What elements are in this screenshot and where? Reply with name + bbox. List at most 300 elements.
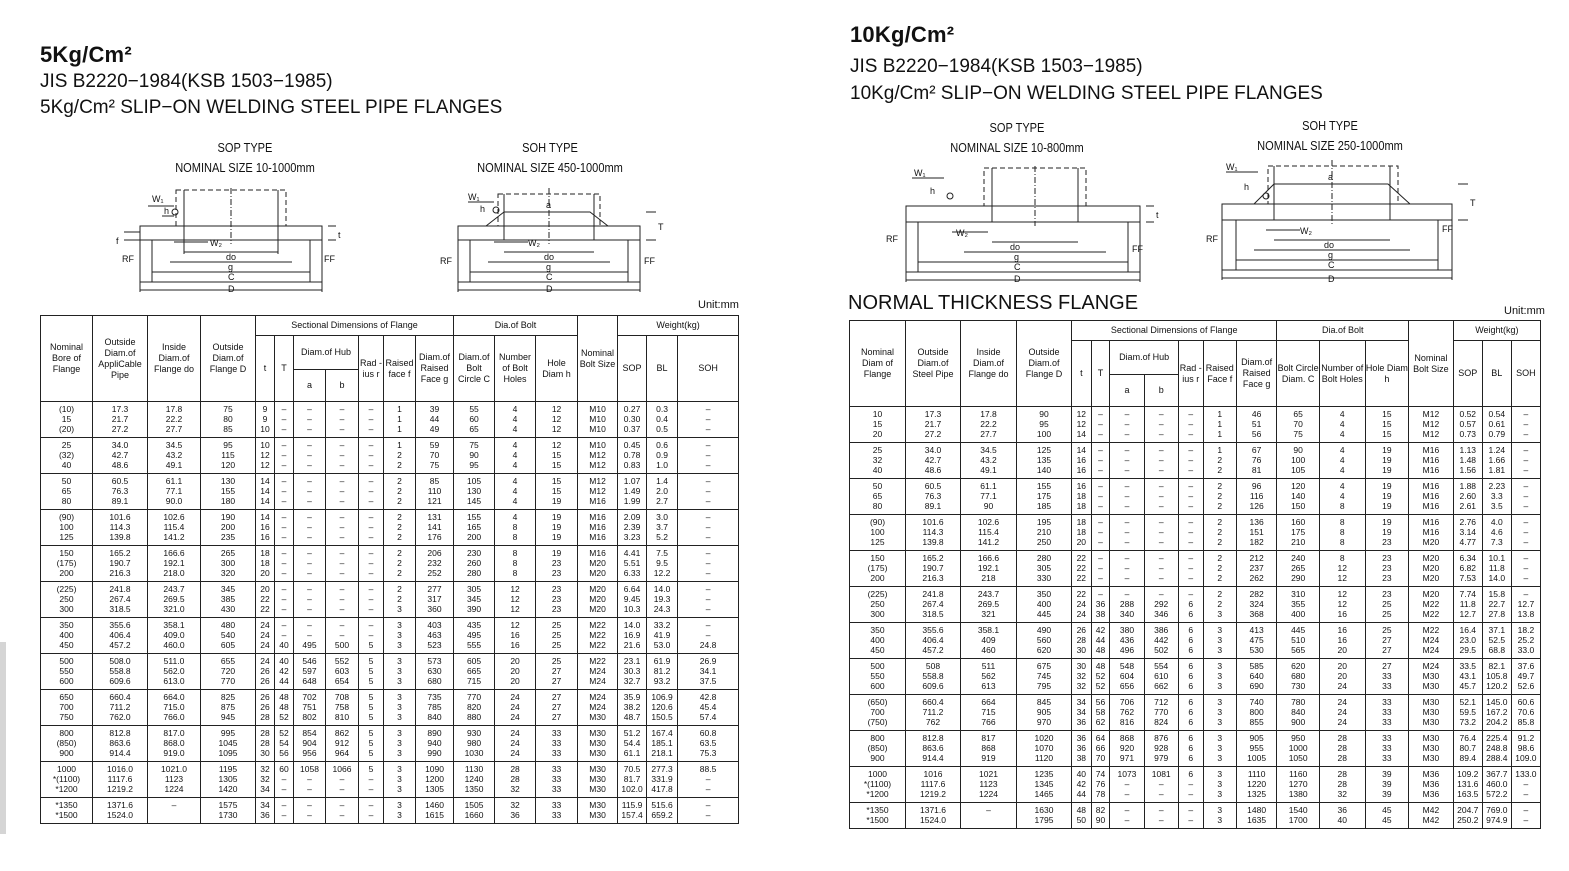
table-cell: 708 758 810	[326, 690, 359, 726]
table-row	[41, 690, 739, 726]
table-cell: – – –	[1511, 443, 1540, 479]
table-cell: 96 116 126	[1236, 479, 1277, 515]
diag-soh-a: a	[546, 200, 552, 210]
table-cell: 4 4 4	[495, 438, 536, 474]
table-cell: 106.9 120.6 150.5	[647, 690, 678, 726]
table-cell: 55 60 65	[454, 402, 495, 438]
table-cell: 101.6 114.3 139.8	[93, 510, 148, 546]
diag-r-do: do	[1010, 242, 1021, 252]
table-cell: 4 4 4	[495, 474, 536, 510]
table-cell: 195 210 250	[1017, 515, 1072, 551]
table-cell: 1000 *(1100) *1200	[41, 762, 93, 798]
table-cell: 24 24 24	[1319, 695, 1365, 731]
table-cell: 42.8 45.4 57.4	[678, 690, 739, 726]
table-cell: 16 18 18	[1071, 479, 1091, 515]
table-cell: 1021.0 1123 1224	[148, 762, 201, 798]
table-cell: – – 5	[359, 618, 384, 654]
table-cell: 0.45 0.78 0.83	[618, 438, 647, 474]
table-row	[41, 798, 739, 824]
table-cell: 36 36 38	[1071, 731, 1091, 767]
table-cell: 3 3 3	[384, 762, 416, 798]
table-cell: 24 24 24	[495, 690, 536, 726]
table-cell: – – –	[1511, 551, 1540, 587]
table-cell: 712 770 824	[1144, 695, 1178, 731]
table-cell: M16 M16 M16	[1409, 479, 1454, 515]
table-cell: – – –	[1091, 479, 1110, 515]
diag-h: h	[164, 206, 170, 216]
table-row	[41, 582, 739, 618]
table-cell: – – –	[678, 474, 739, 510]
table-cell: 548 604 656	[1110, 659, 1144, 695]
diag-soh-do: do	[544, 252, 555, 262]
table-cell: 511 562 613	[960, 659, 1016, 695]
table-cell: 60.5 76.3 89.1	[93, 474, 148, 510]
hdr-a: a	[294, 370, 326, 402]
table-cell: 1540 1700	[1277, 803, 1320, 829]
table-cell: – – –	[1511, 515, 1540, 551]
diag-r-d: D	[1014, 274, 1021, 284]
table-cell: 3 3 3	[1203, 731, 1236, 767]
table-cell: (225) 250 300	[41, 582, 93, 618]
table-cell: –	[148, 798, 201, 824]
table-cell: 605 665 715	[454, 654, 495, 690]
table-cell: 33 33	[536, 798, 578, 824]
table-cell: 511.0 562.0 613.0	[148, 654, 201, 690]
table-cell: 0.27 0.30 0.37	[618, 402, 647, 438]
table-cell: 435 495 555	[454, 618, 495, 654]
left-sop-type: SOP TYPE	[217, 140, 273, 155]
table-cell: – – –	[326, 546, 359, 582]
table-cell: 24 26 26	[256, 654, 275, 690]
table-cell: – – –	[678, 582, 739, 618]
table-cell: M20 M22 M22	[1409, 587, 1454, 623]
table-cell: 3 3 3	[1203, 695, 1236, 731]
edge-scrollbar[interactable]	[0, 642, 6, 834]
table-cell: 490 560 620	[1017, 623, 1072, 659]
hdr-sop: SOP	[618, 336, 647, 402]
table-cell: 136 151 182	[1236, 515, 1277, 551]
table-cell: 120 140 150	[1277, 479, 1320, 515]
table-cell: 22 22 22	[1071, 551, 1091, 587]
table-cell: 190 200 235	[201, 510, 256, 546]
table-cell: M30 M30 M30	[578, 726, 618, 762]
rhdr-raised: Raised Face f	[1203, 341, 1236, 407]
table-cell: – – –	[294, 474, 326, 510]
table-cell: 206 232 252	[416, 546, 454, 582]
hdr-nominal-bolt: Nominal Bolt Size	[578, 316, 618, 402]
diag-soh-g: g	[546, 262, 552, 272]
table-cell: 50 65 80	[41, 474, 93, 510]
diag-soh-rf: RF	[440, 256, 452, 266]
table-cell: 225.4 248.8 288.4	[1482, 731, 1511, 767]
table-cell: 16.4 23.0 29.5	[1453, 623, 1482, 659]
table-cell: M30 M30 M30	[578, 762, 618, 798]
rhdr-outside-pipe: Outside Diam.of Steel Pipe	[906, 321, 961, 407]
table-cell: 166.6 192.1 218.0	[148, 546, 201, 582]
table-cell: 6.34 6.82 7.53	[1453, 551, 1482, 587]
table-cell: 1 2 2	[1203, 443, 1236, 479]
table-cell: 24 24 24	[495, 726, 536, 762]
table-cell: 241.8 267.4 318.5	[906, 587, 961, 623]
hdr-raised: Raised face f	[384, 336, 416, 402]
table-cell: – –	[1511, 803, 1540, 829]
table-cell: 650 700 750	[41, 690, 93, 726]
table-cell: 660.4 711.2 762	[906, 695, 961, 731]
table-cell: 664.0 715.0 766.0	[148, 690, 201, 726]
table-cell: 1110 1220 1325	[1236, 767, 1277, 803]
diag-t: t	[338, 230, 341, 240]
hdr-raised-diam: Diam.of Raised Face g	[416, 336, 454, 402]
table-cell: 825 875 945	[201, 690, 256, 726]
table-cell: M22 M24 M24	[1409, 623, 1454, 659]
table-cell: 2 2 2	[384, 510, 416, 546]
right-title: 10Kg/Cm²	[850, 22, 955, 47]
table-cell: 10.1 11.8 14.0	[1482, 551, 1511, 587]
table-cell: – – –	[1144, 551, 1178, 587]
table-cell: 25 (32) 40	[41, 438, 93, 474]
hdr-hub: Diam.of Hub	[294, 336, 359, 370]
table-cell: 0.52 0.57 0.73	[1453, 407, 1482, 443]
hdr-hole: Hole Diam h	[536, 336, 578, 402]
table-cell: 500 550 600	[41, 654, 93, 690]
table-cell: 1073 – –	[1110, 767, 1144, 803]
table-cell: 6 6 6	[1178, 623, 1203, 659]
right-sop-caption	[928, 118, 1107, 158]
table-cell: 350 400 445	[1017, 587, 1072, 623]
table-cell: 145.0 167.2 204.2	[1482, 695, 1511, 731]
table-cell: – – –	[1178, 551, 1203, 587]
table-cell: M24 M24 M30	[578, 690, 618, 726]
table-row	[41, 618, 739, 654]
table-cell: – –	[326, 798, 359, 824]
table-cell: 554 610 662	[1144, 659, 1178, 695]
table-cell: 1 1 1	[384, 402, 416, 438]
table-cell: 2 2 2	[1203, 515, 1236, 551]
table-cell: 508 558.8 609.6	[906, 659, 961, 695]
table-cell: M30 M30 M30	[1409, 731, 1454, 767]
table-cell: 3 3 3	[1203, 659, 1236, 695]
table-cell: 33.2 41.9 53.0	[647, 618, 678, 654]
right-soh-size: NOMINAL SIZE 250-1000mm	[1257, 138, 1403, 153]
table-cell: 30 32 32	[1071, 659, 1091, 695]
right-soh-type: SOH TYPE	[1302, 118, 1358, 133]
rhdr-bolt-circle: Bolt Circle Diam. C	[1277, 341, 1320, 407]
table-cell: M36 M36 M36	[1409, 767, 1454, 803]
table-cell: – – –	[678, 510, 739, 546]
table-cell: 150 (175) 200	[850, 551, 906, 587]
table-cell: 35.9 38.2 48.7	[618, 690, 647, 726]
table-cell: 28 28 28	[1319, 731, 1365, 767]
rhdr-nominal: Nominal Diam of Flange	[850, 321, 906, 407]
table-cell: 1575 1730	[201, 798, 256, 824]
table-row	[850, 587, 1541, 623]
hdr-outside-flange: Outside Diam.of Flange D	[201, 316, 256, 402]
table-cell: 18.2 25.2 33.0	[1511, 623, 1540, 659]
table-cell: 51.2 54.4 61.1	[618, 726, 647, 762]
table-cell: 546 597 648	[294, 654, 326, 690]
table-cell: – –	[1144, 803, 1178, 829]
table-cell: – – –	[359, 510, 384, 546]
table-cell: 20 20 20	[495, 654, 536, 690]
table-cell: M12 M12 M16	[578, 474, 618, 510]
table-cell: – – –	[326, 510, 359, 546]
table-cell: – – –	[1110, 551, 1144, 587]
table-cell: 0.6 0.9 1.0	[647, 438, 678, 474]
table-cell: 230 260 280	[454, 546, 495, 582]
table-cell: – 12.7 13.8	[1511, 587, 1540, 623]
table-cell: 61.1 77.1 90.0	[148, 474, 201, 510]
table-cell: 355.6 406.4 457.2	[906, 623, 961, 659]
table-cell: – – –	[275, 474, 294, 510]
table-cell: 1505 1660	[454, 798, 495, 824]
table-cell: 500 550 600	[850, 659, 906, 695]
table-cell: 1630 1795	[1017, 803, 1072, 829]
left-standard: JIS B2220−1984(KSB 1503−1985)	[40, 71, 333, 92]
table-cell: 890 940 990	[416, 726, 454, 762]
rhdr-sectional: Sectional Dimensions of Flange	[1071, 321, 1276, 341]
diag-rs-g: g	[1328, 250, 1334, 260]
table-cell: 14 16 16	[1071, 443, 1091, 479]
table-cell: 34 34 36	[1071, 695, 1091, 731]
table-cell: – –	[678, 798, 739, 824]
table-cell: 854 904 956	[294, 726, 326, 762]
table-cell: 39 44 49	[416, 402, 454, 438]
table-cell: 32 32 34	[256, 762, 275, 798]
table-cell: – – –	[326, 438, 359, 474]
diag-d: D	[228, 284, 235, 294]
table-cell: – – 495	[294, 618, 326, 654]
table-cell: M30 M30	[578, 798, 618, 824]
table-cell: 102.6 115.4 141.2	[960, 515, 1016, 551]
table-cell: 19 19 23	[1365, 515, 1409, 551]
diag-rf: RF	[122, 254, 134, 264]
table-cell: 350 400 450	[850, 623, 906, 659]
diag-r-w2: W₂	[956, 228, 968, 238]
table-cell: 19 19 19	[1365, 479, 1409, 515]
table-cell: – – –	[1110, 479, 1144, 515]
table-cell: 706 762 816	[1110, 695, 1144, 731]
table-cell: 12 12 12	[536, 402, 578, 438]
table-cell: 18 18 20	[1071, 515, 1091, 551]
diag-r-w1: W₁	[914, 168, 926, 178]
table-cell: 59 70 75	[416, 438, 454, 474]
left-sop-caption	[156, 138, 335, 178]
hdr-bolt-num: Number of Bolt Holes	[495, 336, 536, 402]
table-cell: 46 51 56	[1236, 407, 1277, 443]
table-cell: 70.5 81.7 102.0	[618, 762, 647, 798]
table-cell: 17.8 22.2 27.7	[960, 407, 1016, 443]
table-cell: M42 M42	[1409, 803, 1454, 829]
table-cell: 1195 1305 1420	[201, 762, 256, 798]
table-cell: 52 54 56	[275, 726, 294, 762]
table-cell: 40 42 44	[1071, 767, 1091, 803]
table-cell: 655 720 770	[201, 654, 256, 690]
table-cell: 4 4 8	[1319, 479, 1365, 515]
table-cell: 133.0 – –	[1511, 767, 1540, 803]
rhdr-hole: Hole Diam h	[1365, 341, 1409, 407]
table-cell: 1235 1345 1465	[1017, 767, 1072, 803]
table-cell: – –	[294, 798, 326, 824]
table-cell: 3 3 3	[384, 726, 416, 762]
table-cell: – – –	[678, 402, 739, 438]
table-cell: – – –	[326, 402, 359, 438]
table-cell: 26 28 30	[1071, 623, 1091, 659]
table-cell: 1021 1123 1224	[960, 767, 1016, 803]
table-cell: 380 436 496	[1110, 623, 1144, 659]
table-cell: – – –	[294, 402, 326, 438]
diag-w1: W₁	[152, 194, 164, 204]
table-cell: 950 1000 1050	[1277, 731, 1320, 767]
table-cell: 413 475 530	[1236, 623, 1277, 659]
table-cell: 28 28 32	[1319, 767, 1365, 803]
table-cell: 4 4 4	[1319, 407, 1365, 443]
table-cell: M10 M12 M12	[578, 438, 618, 474]
table-row	[41, 546, 739, 582]
table-cell: 5 5 5	[359, 654, 384, 690]
table-cell: 240 265 290	[1277, 551, 1320, 587]
table-cell: *1350 *1500	[850, 803, 906, 829]
table-cell: – – –	[1091, 515, 1110, 551]
diag-soh-d: D	[546, 284, 553, 294]
table-cell: M22 M22 M22	[578, 618, 618, 654]
table-cell: 0.3 0.4 0.5	[647, 402, 678, 438]
table-cell: 243.7 269.5 321	[960, 587, 1016, 623]
table-cell: 20 20 24	[1319, 659, 1365, 695]
table-row	[850, 551, 1541, 587]
table-cell: 22 24 24	[1071, 587, 1091, 623]
table-cell: 1 2 2	[384, 438, 416, 474]
table-cell: 3 3	[1203, 803, 1236, 829]
table-cell: *1350 *1500	[41, 798, 93, 824]
table-cell: 20 22 22	[256, 582, 275, 618]
table-row	[850, 407, 1541, 443]
rhdr-nominal-bolt: Nominal Bolt Size	[1409, 321, 1454, 407]
table-cell: 5 – –	[359, 762, 384, 798]
table-cell: 702 751 802	[294, 690, 326, 726]
hdr-bolt-circle: Diam.of Bolt Circle C	[454, 336, 495, 402]
diag-r-h: h	[930, 186, 936, 196]
table-cell: 25 27 27	[1365, 623, 1409, 659]
table-cell: 3 3	[384, 798, 416, 824]
hdr-nominal: Nominal Bore of Flange	[41, 316, 93, 402]
table-row	[850, 803, 1541, 829]
table-cell: 515.6 659.2	[647, 798, 678, 824]
table-cell: 17.3 21.7 27.2	[906, 407, 961, 443]
rhdr-inside: Inside Diam.of Flange do	[960, 321, 1016, 407]
table-cell: 155 165 200	[454, 510, 495, 546]
table-cell: – – –	[678, 546, 739, 582]
table-cell: – – –	[1511, 407, 1540, 443]
table-cell: 2 2 2	[384, 474, 416, 510]
table-cell: – – –	[1511, 479, 1540, 515]
rhdr-bl: BL	[1482, 341, 1511, 407]
table-cell: 1.13 1.48 1.56	[1453, 443, 1482, 479]
table-cell: – – –	[275, 438, 294, 474]
table-cell: 36 40	[1319, 803, 1365, 829]
table-cell: – – –	[294, 438, 326, 474]
hdr-dia-bolt: Dia.of Bolt	[454, 316, 578, 336]
table-cell: 17.3 21.7 27.2	[93, 402, 148, 438]
table-cell: 770 820 880	[454, 690, 495, 726]
table-cell: 4 8 8	[495, 510, 536, 546]
table-cell: 1016.0 1117.6 1219.2	[93, 762, 148, 798]
table-row	[41, 510, 739, 546]
table-cell: 812.8 863.6 914.4	[93, 726, 148, 762]
table-cell: 25 25 25	[536, 618, 578, 654]
table-cell: 64 66 70	[1091, 731, 1110, 767]
diag-soh-ff: FF	[644, 256, 655, 266]
table-cell: – – 24.8	[678, 618, 739, 654]
table-cell: – – –	[275, 546, 294, 582]
table-cell: 50 65 80	[850, 479, 906, 515]
left-soh-type: SOH TYPE	[522, 140, 578, 155]
diag-rs-do: do	[1324, 240, 1335, 250]
table-cell: 350 400 450	[41, 618, 93, 654]
diag-ff: FF	[324, 254, 335, 264]
table-cell: 573 630 680	[416, 654, 454, 690]
table-cell: – – –	[1178, 443, 1203, 479]
table-cell: 101.6 114.3 139.8	[906, 515, 961, 551]
table-cell: 56 58 62	[1091, 695, 1110, 731]
table-cell: 39 39 39	[1365, 767, 1409, 803]
diag-soh-w2: W₂	[528, 238, 540, 248]
table-cell: M16 M16 M16	[1409, 443, 1454, 479]
rhdr-weight: Weight(kg)	[1453, 321, 1540, 341]
table-cell: 995 1045 1095	[201, 726, 256, 762]
table-cell: 862 912 964	[326, 726, 359, 762]
hdr-weight: Weight(kg)	[618, 316, 739, 336]
table-cell: M30 M30 M30	[1409, 695, 1454, 731]
table-cell: 165.2 190.7 216.3	[906, 551, 961, 587]
table-cell: 88.5 – –	[678, 762, 739, 798]
diag-f: f	[116, 236, 119, 246]
table-cell: 60 – –	[275, 762, 294, 798]
table-cell: 1130 1240 1350	[454, 762, 495, 798]
normal-thickness-title: NORMAL THICKNESS FLANGE	[848, 292, 1139, 314]
hdr-outside-pipe: Outside Diam.of AppliCable Pipe	[93, 316, 148, 402]
hdr-rad: Rad -ius r	[359, 336, 384, 402]
table-cell: 243.7 269.5 321.0	[148, 582, 201, 618]
rhdr-bolt-num: Number of Bolt Holes	[1319, 341, 1365, 407]
table-cell: 95 115 120	[201, 438, 256, 474]
table-cell: 620 680 730	[1277, 659, 1320, 695]
table-cell: – – –	[326, 582, 359, 618]
diag-soh-c: C	[546, 272, 553, 282]
diag-soh-T: T	[658, 222, 664, 232]
hdr-bl: BL	[647, 336, 678, 402]
table-cell: 9 9 10	[256, 402, 275, 438]
table-cell: 6 6 6	[1178, 731, 1203, 767]
table-cell: 23.1 30.3 32.7	[618, 654, 647, 690]
table-cell: 14.0 16.9 21.6	[618, 618, 647, 654]
table-cell: 60.8 63.5 75.3	[678, 726, 739, 762]
table-cell: 14.0 19.3 24.3	[647, 582, 678, 618]
rhdr-rad: Rad -ius r	[1178, 341, 1203, 407]
table-cell: 1.24 1.66 1.81	[1482, 443, 1511, 479]
table-cell: – – 40	[275, 618, 294, 654]
table-cell: 48 48 52	[275, 690, 294, 726]
table-cell: M16 M20 M20	[578, 546, 618, 582]
table-cell: – – –	[294, 582, 326, 618]
right-unit: Unit:mm	[1504, 305, 1545, 317]
diag-rs-T: T	[1470, 198, 1476, 208]
table-cell: 241.8 267.4 318.5	[93, 582, 148, 618]
table-cell: 310 355 400	[1277, 587, 1320, 623]
right-soh-caption	[1237, 116, 1424, 156]
table-cell: 2.23 3.3 3.5	[1482, 479, 1511, 515]
table-cell: M16 M16 M16	[578, 510, 618, 546]
table-cell: 3 3 3	[384, 690, 416, 726]
